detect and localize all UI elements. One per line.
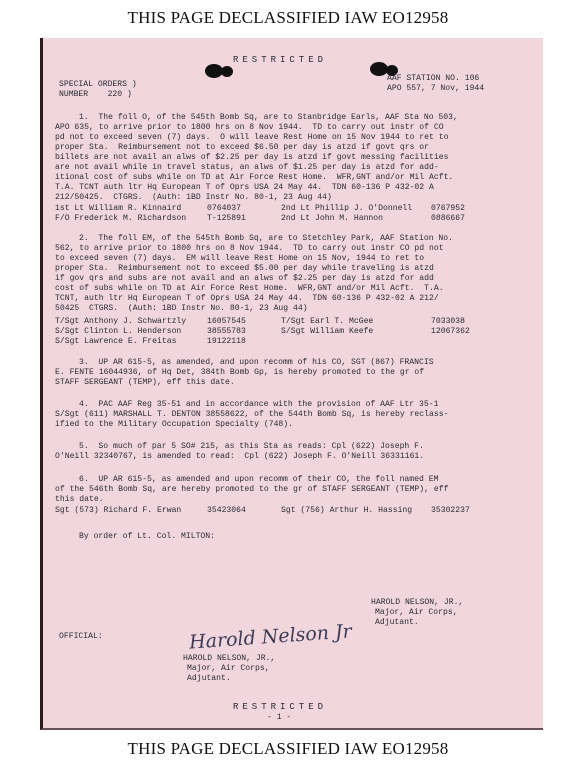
person-name: T/Sgt Anthony J. Schwartzly: [55, 317, 187, 326]
text-line: 4. PAC AAF Reg 35-51 and in accordance with the provision of AAF Ltr 35-1: [79, 400, 439, 409]
page-number: - 1 -: [267, 713, 292, 722]
signature-line: Major, Air Corps,: [187, 664, 270, 673]
person-name: S/Sgt William Keefe: [281, 327, 374, 336]
declassified-banner-top: THIS PAGE DECLASSIFIED IAW EO12958: [127, 8, 449, 27]
text-line: 1. The foll O, of the 545th Bomb Sq, are to Stanbridge Earls, AAF Sta No 503,: [79, 113, 458, 122]
handwritten-signature: Harold Nelson Jr: [188, 620, 353, 654]
text-line: pd not to exceed seven (7) days. O will leave Rest Home on 15 Nov 1944 to ret to: [55, 133, 449, 142]
person-name: F/O Frederick M. Richardson: [55, 214, 187, 223]
text-line: billets are not avail an alws of $2.25 per day is atzd if govt messing facilities: [55, 153, 449, 162]
text-line: 2. The foll EM, of the 545th Bomb Sq, are to Stetchley Park, AAF Station No.: [79, 234, 453, 243]
text-line: T.A. TCNT auth ltr Hq European T of Oprs USA 24 May 44. TDN 60-136 P 432-02 A: [55, 183, 434, 192]
person-name: S/Sgt Lawrence E. Freitas: [55, 337, 177, 346]
special-orders-label: SPECIAL ORDERS ): [59, 80, 137, 89]
restricted-header: RESTRICTED: [233, 55, 328, 65]
apo-date: APO 557, 7 Nov, 1944: [387, 84, 485, 93]
serial-number: 35302237: [431, 506, 470, 515]
text-line: to exceed seven (7) days. EM will leave Rest Home on 15 Nov, 1944 to ret to: [55, 254, 425, 263]
signature-line: Adjutant.: [375, 618, 419, 627]
text-line: S/Sgt (611) MARSHALL T. DENTON 38558622, of the 544th Bomb Sq, is hereby reclass-: [55, 410, 449, 419]
text-line: 50425 CTGRS. (Auth: 1BD Instr No. 80-1, 23 Aug 44): [55, 304, 308, 313]
serial-number: 35423064: [207, 506, 246, 515]
serial-number: 12067362: [431, 327, 470, 336]
text-line: itional cost of subs while on TD at Air Force Rest Home. WFR,GNT and/or Mil Acft.: [55, 173, 454, 182]
person-name: 1st Lt William R. Kinnaird: [55, 204, 182, 213]
text-line: 6. UP AR 615-5, as amended and upon recomm of their CO, the foll named EM: [79, 475, 439, 484]
serial-number: 7033038: [431, 317, 465, 326]
signature-line: Adjutant.: [187, 674, 231, 683]
text-line: 5. So much of par 5 SO# 215, as this Sta as reads: Cpl (622) Joseph F.: [79, 442, 424, 451]
declassified-banner-bottom: THIS PAGE DECLASSIFIED IAW EO12958: [127, 739, 449, 758]
official-label: OFFICIAL:: [59, 632, 103, 641]
serial-number: T-125891: [207, 214, 246, 223]
text-line: O'Neill 32340767, is amended to read: Cpl (622) Joseph F. O'Neill 36331161.: [55, 452, 425, 461]
document-page: [40, 38, 543, 730]
station-label: AAF STATION NO. 106: [387, 74, 480, 83]
text-line: 3. UP AR 615-5, as amended, and upon recomm of his CO, SGT (867) FRANCIS: [79, 358, 434, 367]
text-line: STAFF SERGEANT (TEMP), eff this date.: [55, 378, 235, 387]
text-line: E. FENTE 16044936, of Hq Det, 384th Bomb Gp, is hereby promoted to the gr of: [55, 368, 425, 377]
signature-line: HAROLD NELSON, JR.,: [371, 598, 464, 607]
text-line: ified to the Military Occupation Specialty (748).: [55, 420, 293, 429]
text-line: 562, to arrive prior to 1800 hrs on 8 Nov 1944. TD to carry out instr CO pd not: [55, 244, 444, 253]
person-name: Sgt (573) Richard F. Erwan: [55, 506, 182, 515]
person-name: Sgt (756) Arthur H. Hassing: [281, 506, 413, 515]
serial-number: 16057545: [207, 317, 246, 326]
restricted-footer: RESTRICTED: [233, 702, 328, 712]
text-line: APO 635, to arrive prior to 1800 hrs on 8 Nov 1944. TD to carry out instr of CO: [55, 123, 444, 132]
text-line: of the 546th Bomb Sq, are hereby promoted to the gr of STAFF SERGEANT (TEMP), eff: [55, 485, 449, 494]
serial-number: 0767952: [431, 204, 465, 213]
signature-line: Major, Air Corps,: [375, 608, 458, 617]
text-line: TCNT, auth ltr Hq European T of Oprs USA 24 May 44. TDN 60-136 P 432-02 A 212/: [55, 294, 439, 303]
orders-number: NUMBER 220 ): [59, 90, 132, 99]
serial-number: 0764037: [207, 204, 241, 213]
person-name: 2nd Lt Phillip J. O'Donnell: [281, 204, 413, 213]
punch-hole: [221, 66, 233, 77]
serial-number: 19122118: [207, 337, 246, 346]
serial-number: 38555783: [207, 327, 246, 336]
signature-line: HAROLD NELSON, JR.,: [183, 654, 276, 663]
text-line: 212/50425. CTGRS. (Auth: 1BD Instr No. 80-1, 23 Aug 44): [55, 193, 332, 202]
text-line: cost of subs while on TD at Air Force Rest Home. WFR,GNT and/or Mil Acft. T.A.: [55, 284, 444, 293]
person-name: T/Sgt Earl T. McGee: [281, 317, 374, 326]
text-line: if gov qrs and subs are not avail and an alws of $2.25 per day is atzd for add: [55, 274, 434, 283]
text-line: proper Sta. Reimbursement not to exceed $6.50 per day is atzd if govt qrs or: [55, 143, 429, 152]
by-order-line: By order of Lt. Col. MILTON:: [79, 532, 215, 541]
text-line: are not avail while in travel status, an alws of $1.25 per day is atzd for add-: [55, 163, 439, 172]
text-line: this date.: [55, 495, 104, 504]
person-name: S/Sgt Clinton L. Henderson: [55, 327, 182, 336]
text-line: proper Sta. Reimbursement not to exceed $5.00 per day while traveling is atzd: [55, 264, 434, 273]
serial-number: 0886667: [431, 214, 465, 223]
person-name: 2nd Lt John M. Hannon: [281, 214, 383, 223]
